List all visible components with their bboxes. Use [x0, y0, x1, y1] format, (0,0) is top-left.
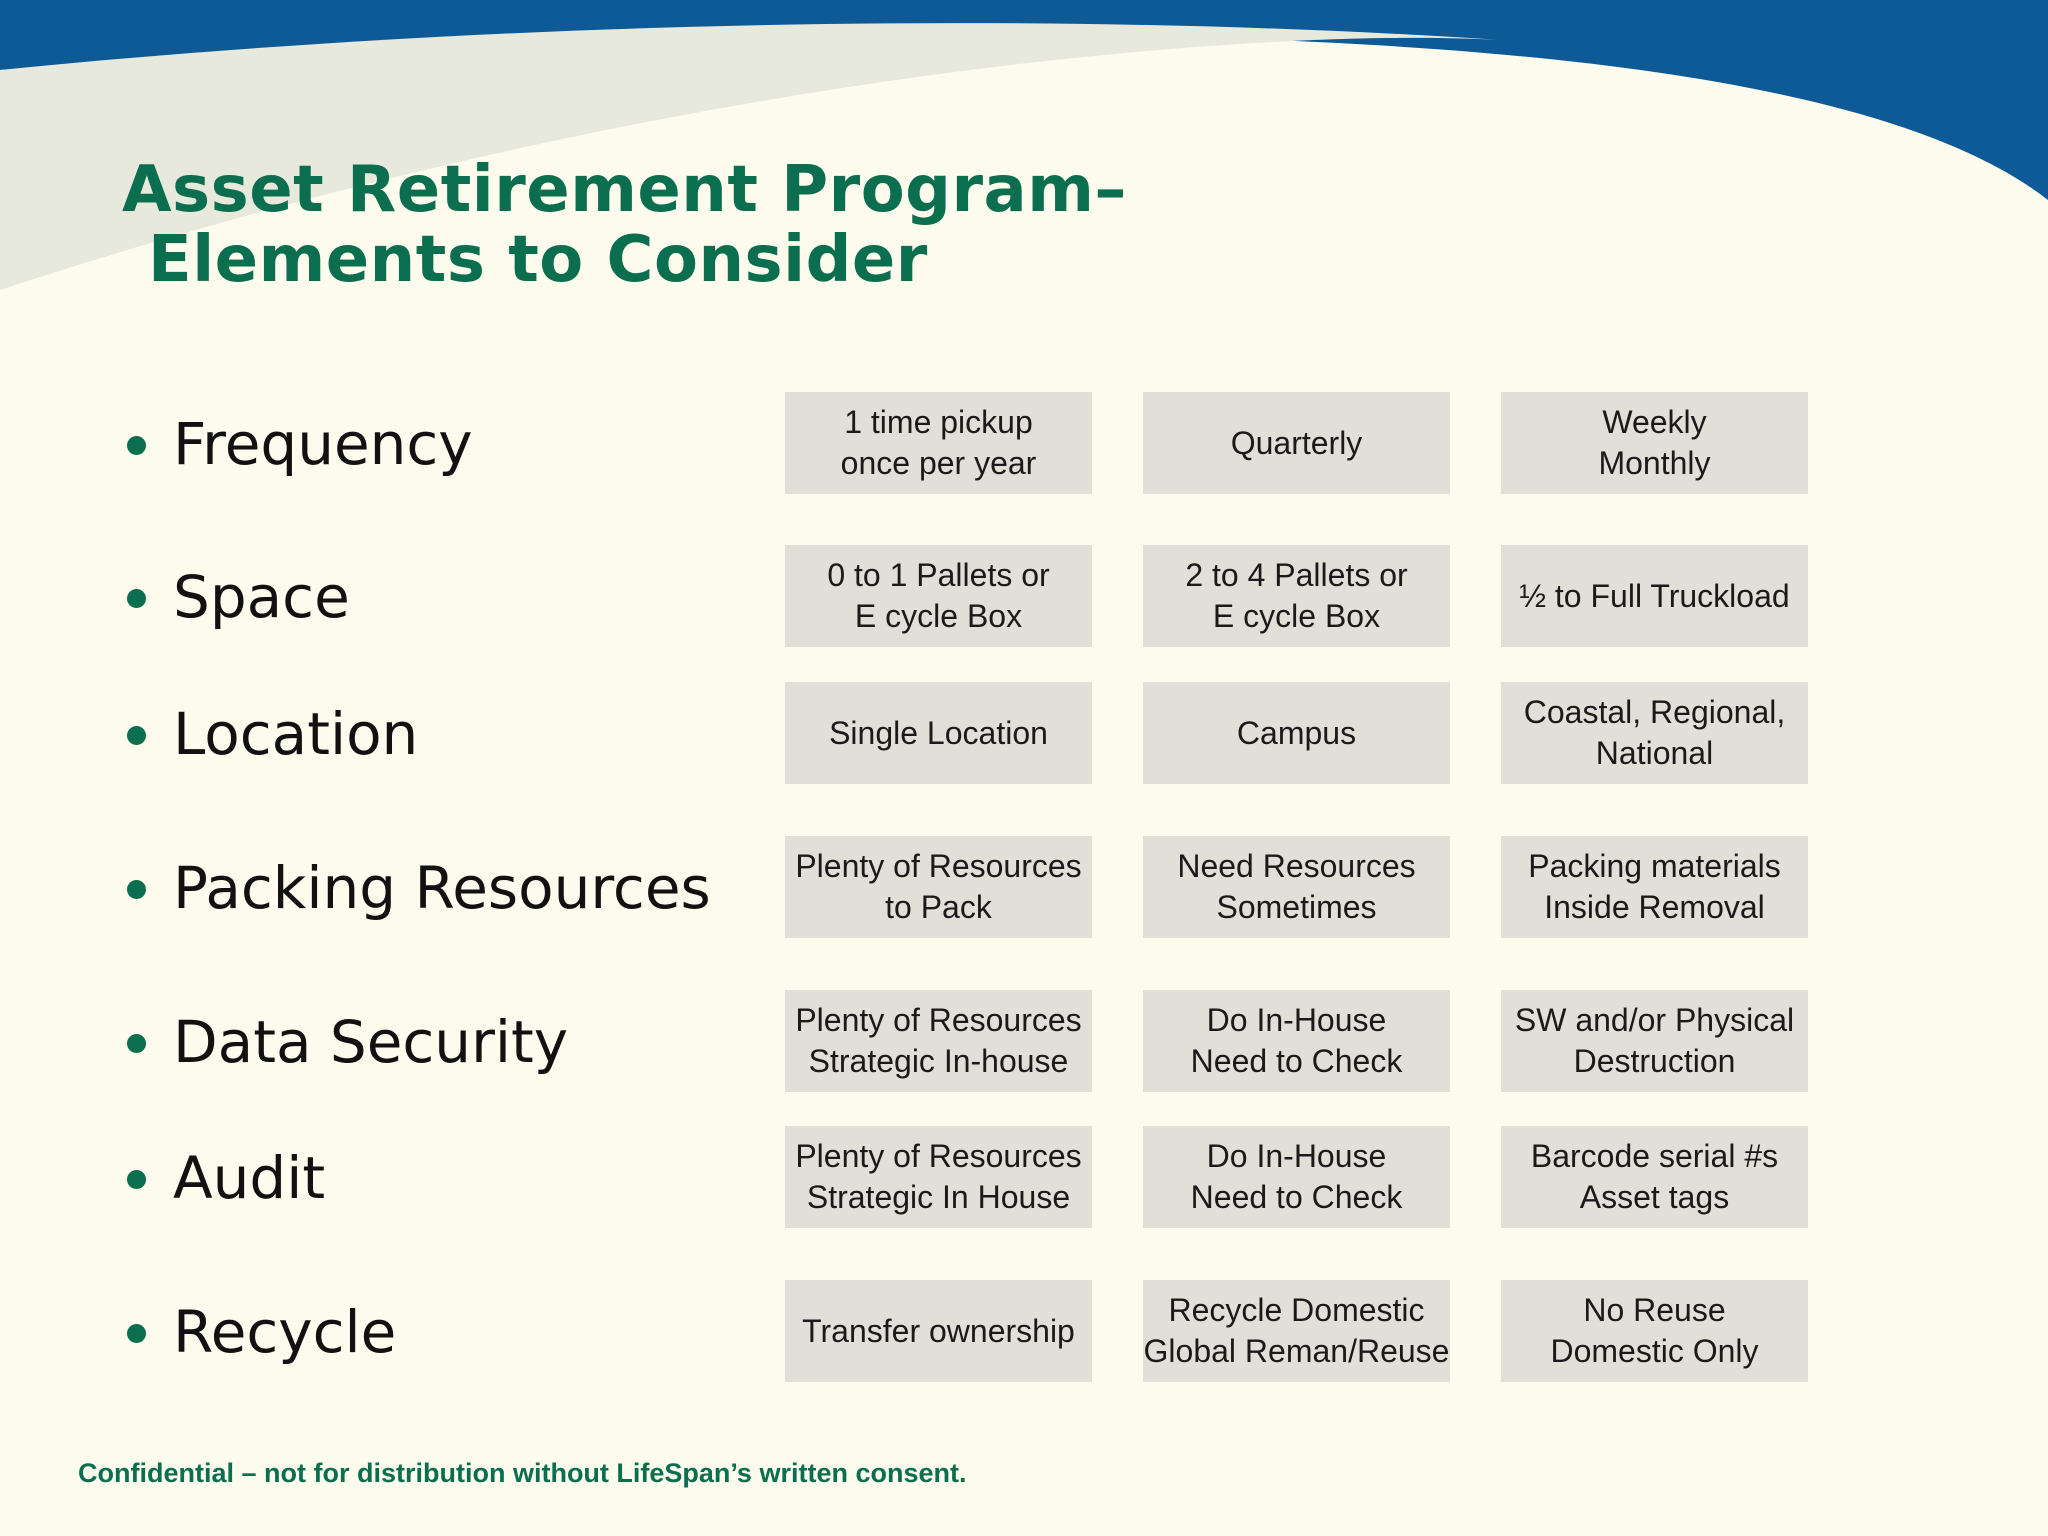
slide-title: [122, 155, 1127, 295]
bullet-icon: [127, 1170, 146, 1189]
option-cell: ½ to Full Truckload: [1501, 545, 1808, 647]
option-cell: 0 to 1 Pallets or E cycle Box: [785, 545, 1092, 647]
row-label: Data Security: [173, 1008, 569, 1076]
option-cell: Plenty of Resources Strategic In House: [785, 1126, 1092, 1228]
option-cell: Single Location: [785, 682, 1092, 784]
option-cell: No Reuse Domestic Only: [1501, 1280, 1808, 1382]
element-row-recycle: [0, 1280, 2048, 1382]
bullet-icon: [127, 589, 146, 608]
bullet-icon: [127, 436, 146, 455]
row-label: Location: [173, 700, 419, 768]
option-cell: 1 time pickup once per year: [785, 392, 1092, 494]
bullet-icon: [127, 1324, 146, 1343]
option-cell: Campus: [1143, 682, 1450, 784]
option-cell: Do In-House Need to Check: [1143, 990, 1450, 1092]
element-row-space: [0, 545, 2048, 647]
option-cell: SW and/or Physical Destruction: [1501, 990, 1808, 1092]
option-cell: Packing materials Inside Removal: [1501, 836, 1808, 938]
option-cell: Plenty of Resources Strategic In-house: [785, 990, 1092, 1092]
row-label: Frequency: [173, 410, 473, 478]
bullet-icon: [127, 1034, 146, 1053]
option-cell: Need Resources Sometimes: [1143, 836, 1450, 938]
element-row-frequency: [0, 392, 2048, 494]
bullet-icon: [127, 880, 146, 899]
row-label: Space: [173, 563, 350, 631]
row-label: Audit: [173, 1144, 326, 1212]
option-cell: Do In-House Need to Check: [1143, 1126, 1450, 1228]
row-label: Packing Resources: [173, 854, 711, 922]
element-row-data-security: [0, 990, 2048, 1092]
row-label: Recycle: [173, 1298, 397, 1366]
confidentiality-footer: Confidential – not for distribution without LifeSpan’s written consent.: [78, 1458, 967, 1488]
title-line-2: Elements to Consider: [148, 223, 928, 297]
option-cell: Transfer ownership: [785, 1280, 1092, 1382]
option-cell: Weekly Monthly: [1501, 392, 1808, 494]
option-cell: Recycle Domestic Global Reman/Reuse: [1143, 1280, 1450, 1382]
option-cell: Plenty of Resources to Pack: [785, 836, 1092, 938]
element-row-packing-resources: [0, 836, 2048, 938]
bullet-icon: [127, 726, 146, 745]
title-line-1: Asset Retirement Program–: [122, 153, 1127, 227]
option-cell: Barcode serial #s Asset tags: [1501, 1126, 1808, 1228]
element-row-location: [0, 682, 2048, 784]
option-cell: Quarterly: [1143, 392, 1450, 494]
option-cell: 2 to 4 Pallets or E cycle Box: [1143, 545, 1450, 647]
option-cell: Coastal, Regional, National: [1501, 682, 1808, 784]
element-row-audit: [0, 1126, 2048, 1228]
